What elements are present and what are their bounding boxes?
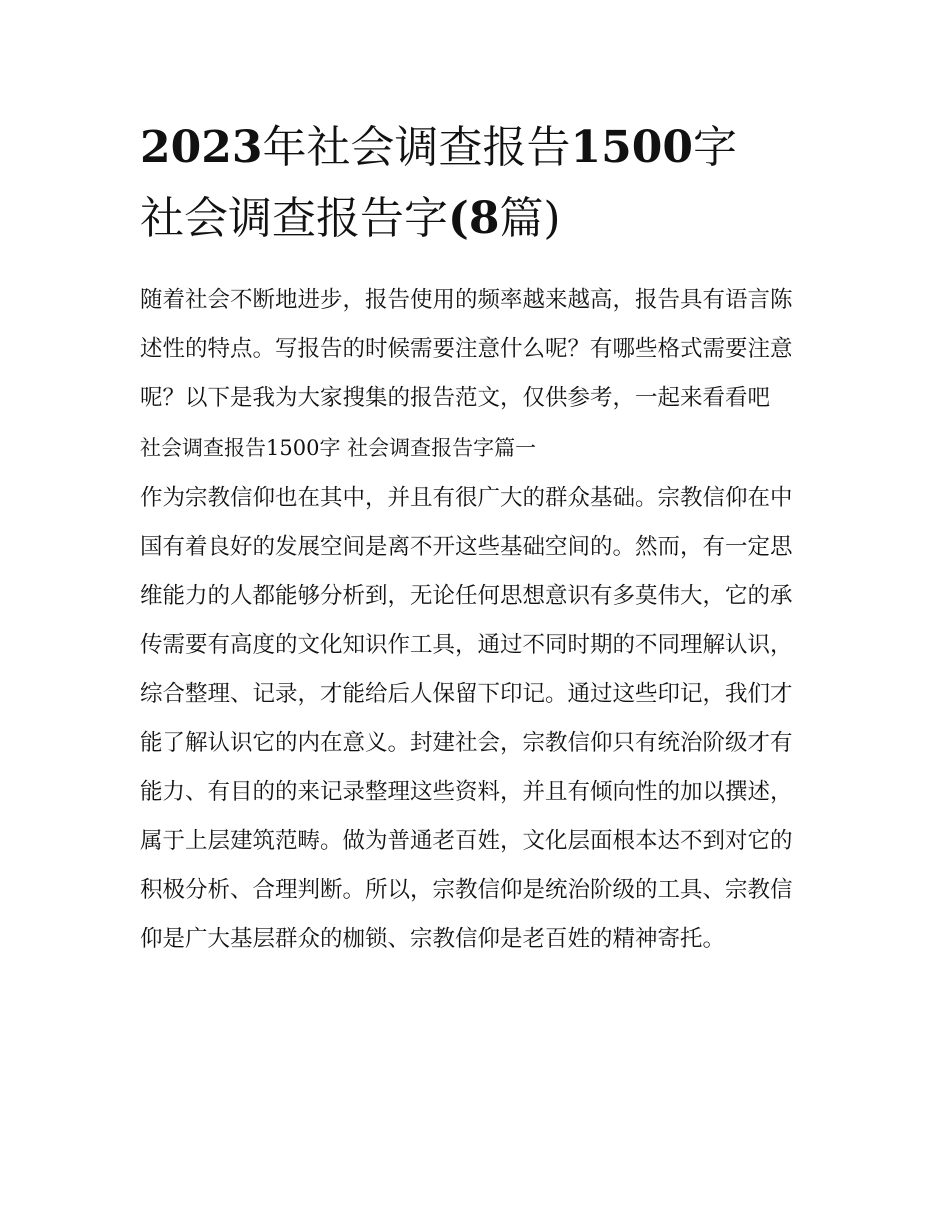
title-year: 2023 — [140, 122, 263, 173]
title-count: 1500 — [570, 122, 693, 173]
intro-paragraph: 随着社会不断地进步，报告使用的频率越来越高，报告具有语言陈述性的特点。写报告的时候需要注意什么呢？有哪些格式需要注意呢？以下是我为大家搜集的报告范文，仅供参考，一起来看看吧 — [140, 287, 793, 411]
document-title — [140, 112, 820, 254]
title-text-1: 年社会调查报告 — [262, 122, 571, 173]
title-text-4: 篇) — [499, 193, 561, 244]
title-paren: (8 — [448, 193, 500, 244]
title-text-2: 字 — [692, 122, 737, 173]
body-paragraph: 作为宗教信仰也在其中，并且有很广大的群众基础。宗教信仰在中国有着良好的发展空间是离不开这些基础空间的。然而，有一定思维能力的人都能够分析到，无论任何思想意识有多莫伟大，它的承传需要有高度的文化知识作工具，通过不同时期的不同理解认识，综合整理、记录，才能给后人保留下印记。通过这些印记，我们才能了解认识它的内在意义。封建社会，宗教信仰只有统治阶级才有能力、有目的的来记录整理这些资料，并且有倾向性的加以撰述，属于上层建筑范畴。做为普通老百姓，文化层面根本达不到对它的积极分析、合理判断。所以，宗教信仰是统治阶级的工具、宗教信仰是广大基层群众的枷锁、宗教信仰是老百姓的精神寄托。 — [140, 485, 793, 952]
document-page — [140, 112, 820, 964]
title-text-3: 社会调查报告字 — [140, 193, 448, 244]
section-heading: 社会调查报告1500字 社会调查报告字篇一 — [140, 436, 537, 460]
